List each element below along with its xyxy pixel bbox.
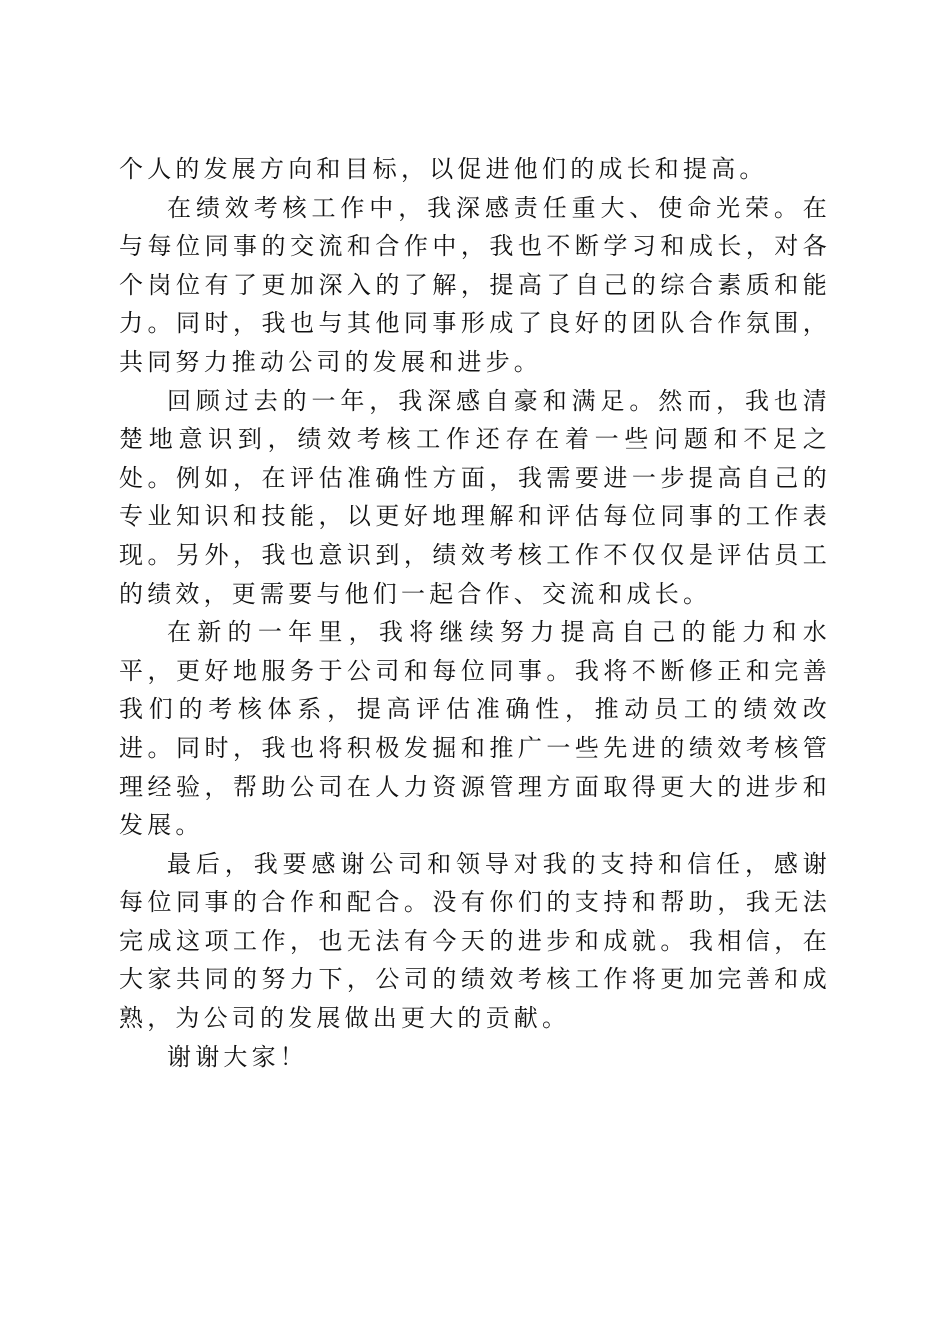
document-body	[119, 150, 831, 1076]
paragraph-new-year-plan: 在新的一年里，我将继续努力提高自己的能力和水平，更好地服务于公司和每位同事。我将不断修正和完善我们的考核体系，提高评估准确性，推动员工的绩效改进。同时，我也将积极发掘和推广一些先进的绩效考核管理经验，帮助公司在人力资源管理方面取得更大的进步和发展。	[119, 618, 831, 840]
paragraph-performance-review: 在绩效考核工作中，我深感责任重大、使命光荣。在与每位同事的交流和合作中，我也不断学习和成长，对各个岗位有了更加深入的了解，提高了自己的综合素质和能力。同时，我也与其他同事形成了良好的团队合作氛围，共同努力推动公司的发展和进步。	[119, 193, 831, 376]
paragraph-continued: 个人的发展方向和目标，以促进他们的成长和提高。	[119, 155, 768, 183]
paragraph-reflection: 回顾过去的一年，我深感自豪和满足。然而，我也清楚地意识到，绩效考核工作还存在着一些问题和不足之处。例如，在评估准确性方面，我需要进一步提高自己的专业知识和技能，以更好地理解和评估每位同事的工作表现。另外，我也意识到，绩效考核工作不仅仅是评估员工的绩效，更需要与他们一起合作、交流和成长。	[119, 386, 831, 608]
paragraph-thanks: 最后，我要感谢公司和领导对我的支持和信任，感谢每位同事的合作和配合。没有你们的支持和帮助，我无法完成这项工作，也无法有今天的进步和成就。我相信，在大家共同的努力下，公司的绩效考核工作将更加完善和成熟，为公司的发展做出更大的贡献。	[119, 849, 831, 1033]
paragraph-closing: 谢谢大家！	[167, 1042, 308, 1071]
